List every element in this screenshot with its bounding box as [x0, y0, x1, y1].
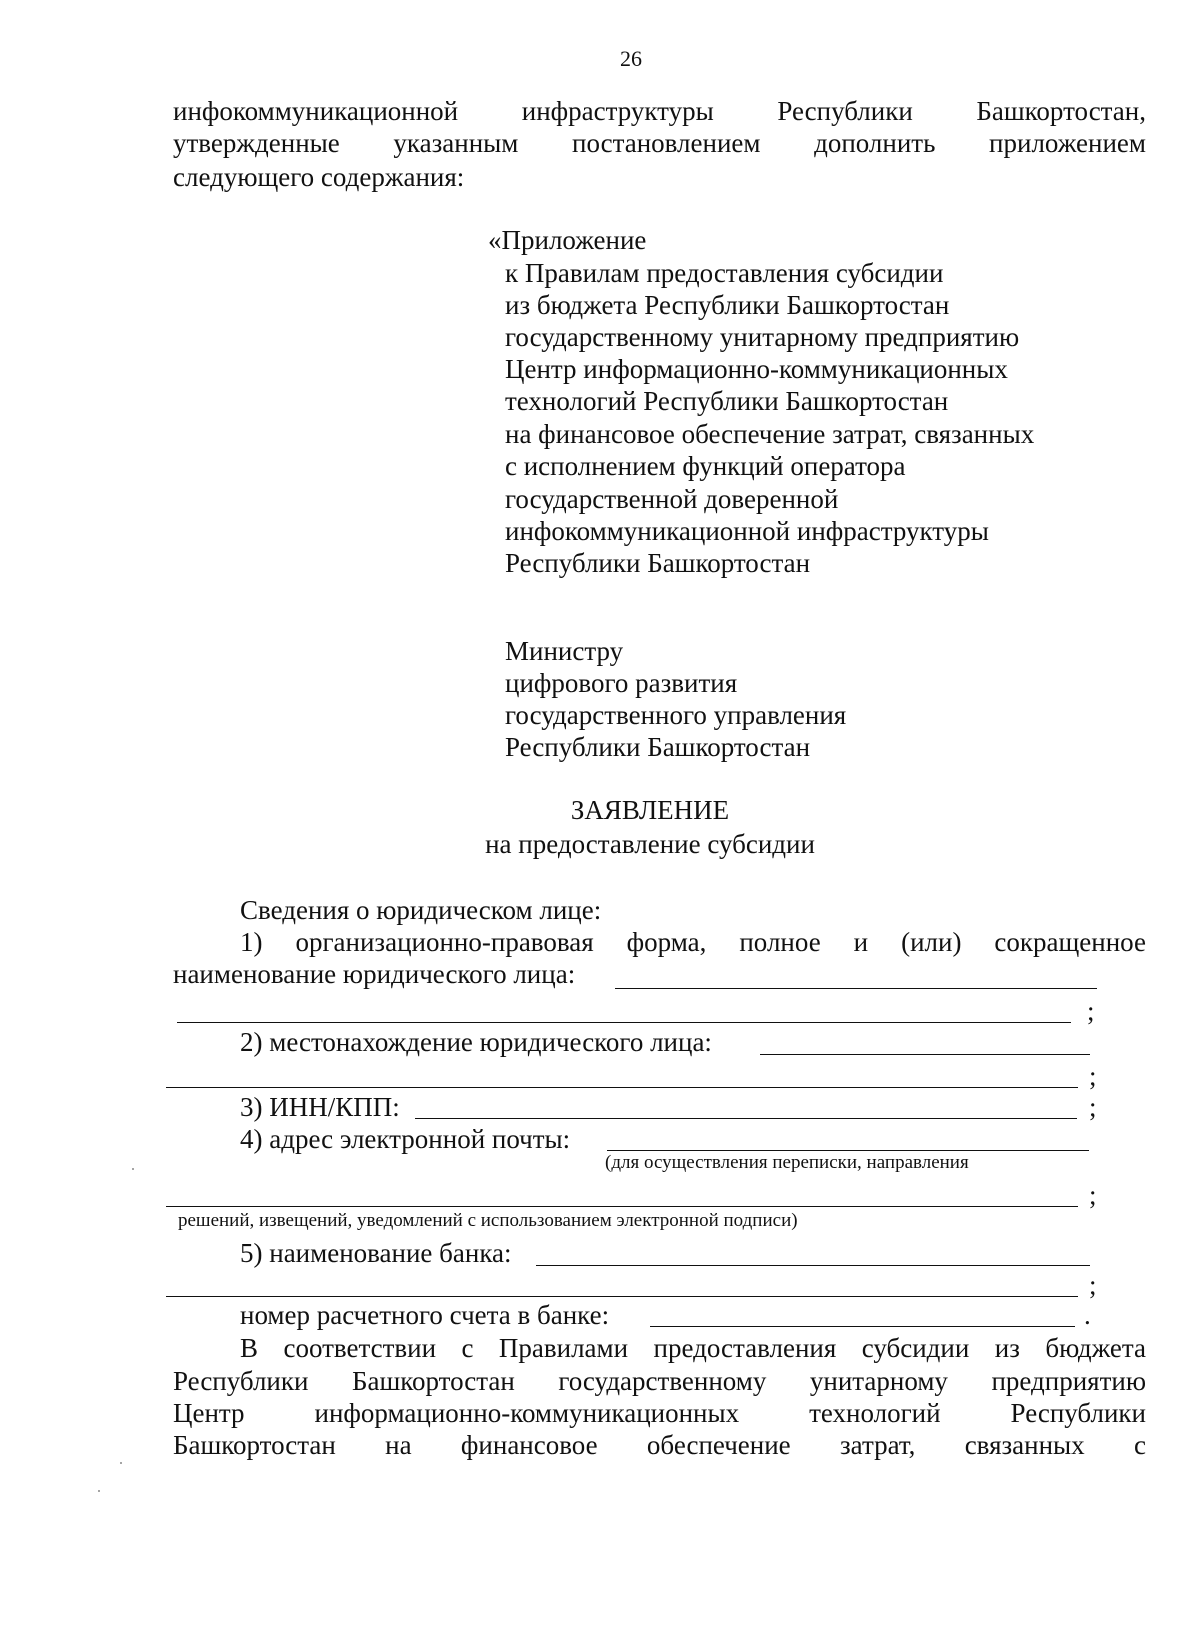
appendix-header-line: Республики Башкортостан — [505, 548, 811, 578]
semicolon: ; — [1089, 1061, 1097, 1091]
appendix-header-line: с исполнением функций оператора — [505, 451, 906, 481]
intro-line-1: инфокоммуникационной инфраструктуры Республики Башкортостан, — [173, 96, 1146, 126]
semicolon: ; — [1089, 1270, 1097, 1300]
closing-line-3: Центр информационно-коммуникационных технологий Республики — [173, 1398, 1146, 1428]
bank-name-field-continuation[interactable] — [166, 1296, 1078, 1297]
addressee-line: цифрового развития — [505, 668, 738, 698]
intro-line-2: утвержденные указанным постановлением дополнить приложением — [173, 128, 1146, 158]
scan-speck — [132, 1168, 134, 1170]
semicolon: ; — [1089, 1180, 1097, 1210]
email-field-note-2: решений, извещений, уведомлений с использованием электронной подписи) — [178, 1210, 798, 1231]
form-item-2: 2) местонахождение юридического лица: — [240, 1027, 712, 1057]
appendix-header-line: инфокоммуникационной инфраструктуры — [505, 516, 989, 546]
page-number: 26 — [620, 46, 642, 71]
email-field[interactable] — [607, 1150, 1089, 1151]
legal-name-field-continuation[interactable] — [177, 1022, 1071, 1023]
intro-line-3: следующего содержания: — [173, 162, 465, 192]
semicolon: ; — [1089, 1092, 1097, 1122]
addressee-line: Министру — [505, 636, 624, 666]
form-item-4: 4) адрес электронной почты: — [240, 1124, 571, 1154]
semicolon: ; — [1087, 996, 1095, 1026]
email-field-continuation[interactable] — [166, 1206, 1078, 1207]
email-field-note-1: (для осуществления переписки, направления — [605, 1152, 969, 1173]
account-label: номер расчетного счета в банке: — [240, 1300, 610, 1330]
document-subtitle: на предоставление субсидии — [485, 829, 815, 859]
bank-name-field[interactable] — [536, 1265, 1090, 1266]
form-item-1-line-2: наименование юридического лица: — [173, 959, 576, 989]
form-item-5: 5) наименование банка: — [240, 1238, 512, 1268]
location-field-continuation[interactable] — [166, 1087, 1078, 1088]
closing-line-4: Башкортостан на финансовое обеспечение затрат, связанных с — [173, 1430, 1146, 1460]
appendix-header-line: государственному унитарному предприятию — [505, 322, 1020, 352]
addressee-line: Республики Башкортостан — [505, 732, 811, 762]
location-field[interactable] — [760, 1054, 1090, 1055]
addressee-line: государственного управления — [505, 700, 847, 730]
appendix-header-line: «Приложение — [488, 225, 647, 255]
period: . — [1084, 1300, 1091, 1330]
form-item-1-line-1: 1) организационно-правовая форма, полное и (или) сокращенное — [240, 927, 1146, 957]
form-item-3: 3) ИНН/КПП: — [240, 1092, 400, 1122]
appendix-header-line: на финансовое обеспечение затрат, связанных — [505, 419, 1035, 449]
inn-kpp-field[interactable] — [415, 1118, 1077, 1119]
closing-line-1: В соответствии с Правилами предоставления субсидии из бюджета — [240, 1333, 1146, 1363]
appendix-header-line: Центр информационно-коммуникационных — [505, 354, 1008, 384]
appendix-header-line: к Правилам предоставления субсидии — [505, 258, 944, 288]
document-title: ЗАЯВЛЕНИЕ — [570, 795, 730, 825]
scan-speck — [120, 1462, 122, 1464]
closing-line-2: Республики Башкортостан государственному унитарному предприятию — [173, 1366, 1146, 1396]
legal-name-field[interactable] — [615, 988, 1097, 989]
scan-speck — [98, 1490, 100, 1492]
appendix-header-line: из бюджета Республики Башкортостан — [505, 290, 950, 320]
account-field[interactable] — [650, 1326, 1075, 1327]
appendix-header-line: государственной доверенной — [505, 484, 839, 514]
appendix-header-line: технологий Республики Башкортостан — [505, 386, 949, 416]
form-section-title: Сведения о юридическом лице: — [240, 895, 602, 925]
